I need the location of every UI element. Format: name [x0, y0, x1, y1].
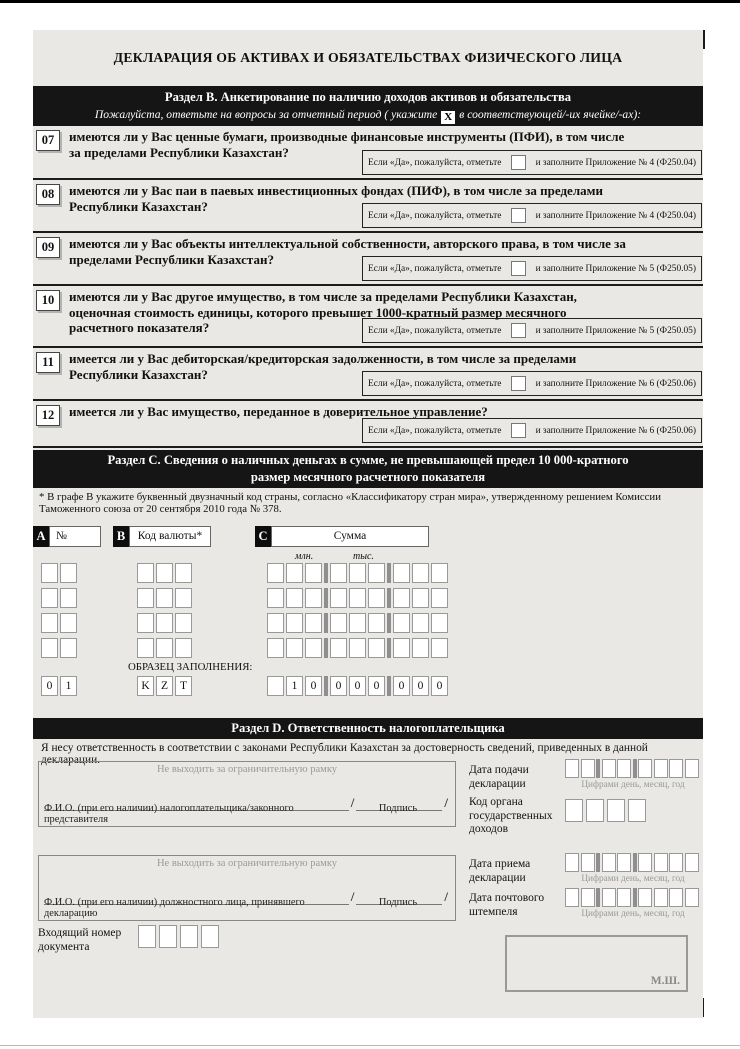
- amount-cell[interactable]: [330, 588, 347, 608]
- currency-cell[interactable]: [175, 638, 192, 658]
- thousands-label: тыс.: [353, 551, 374, 562]
- date-cell[interactable]: [638, 888, 652, 907]
- official-sign-caption: Подпись: [378, 897, 418, 908]
- amount-cell[interactable]: [349, 563, 366, 583]
- date-postmark-cells: [565, 888, 699, 907]
- number-cell[interactable]: [41, 563, 58, 583]
- answer-hint-after: и заполните Приложение № 4 (Ф250.04): [535, 157, 696, 168]
- question-number: 10: [36, 290, 60, 311]
- org-code-label: Код органа государственных доходов: [469, 796, 553, 835]
- incoming-number-cells: [138, 925, 219, 948]
- currency-cell[interactable]: [156, 563, 173, 583]
- code-cell[interactable]: [586, 799, 604, 822]
- answer-hint-before: Если «Да», пожалуйста, отметьте: [368, 157, 502, 168]
- date-separator: [596, 759, 600, 778]
- currency-cell[interactable]: [156, 638, 173, 658]
- amount-cell[interactable]: [286, 638, 303, 658]
- amount-cell[interactable]: [267, 638, 284, 658]
- currency-cell: K: [137, 676, 154, 696]
- country-code-footnote: * В графе В укажите буквенный двузначный код страны, согласно «Классификатору стран мира», утвержденному решением Комиссии Таможенного союза от 20 сентября 2010 года № 378.: [39, 491, 661, 515]
- date-accept-label: Дата приема декларации: [469, 858, 531, 884]
- signature-lines: / /: [44, 889, 450, 905]
- answer-hint-before: Если «Да», пожалуйста, отметьте: [368, 325, 502, 336]
- date-cell[interactable]: [581, 888, 595, 907]
- official-signature-frame[interactable]: [38, 855, 456, 921]
- amount-cell: 0: [412, 676, 429, 696]
- amount-cell: 0: [330, 676, 347, 696]
- page-title: ДЕКЛАРАЦИЯ ОБ АКТИВАХ И ОБЯЗАТЕЛЬСТВАХ ФИЗИЧЕСКОГО ЛИЦА: [113, 50, 623, 65]
- date-postmark-hint: Цифрами день, месяц, год: [581, 909, 685, 919]
- column-a-header: №: [49, 526, 101, 547]
- date-cell[interactable]: [685, 853, 699, 872]
- question-number: 11: [36, 352, 60, 373]
- amount-cell[interactable]: [412, 563, 429, 583]
- code-cell[interactable]: [180, 925, 198, 948]
- date-cell[interactable]: [669, 888, 683, 907]
- question-row-10: [33, 286, 703, 348]
- amount-cell[interactable]: [305, 613, 322, 633]
- section-b-header: [33, 86, 703, 126]
- currency-cell[interactable]: [175, 588, 192, 608]
- date-cell[interactable]: [617, 853, 631, 872]
- code-cell[interactable]: [628, 799, 646, 822]
- amount-cell[interactable]: [330, 638, 347, 658]
- code-cell[interactable]: [607, 799, 625, 822]
- date-cell[interactable]: [638, 853, 652, 872]
- section-c-header: [33, 450, 703, 488]
- currency-cell[interactable]: [175, 613, 192, 633]
- code-cell[interactable]: [138, 925, 156, 948]
- date-cell[interactable]: [685, 888, 699, 907]
- column-c-letter: С: [255, 526, 271, 547]
- question-row-11: [33, 348, 703, 401]
- code-cell[interactable]: [565, 799, 583, 822]
- date-postmark-label: Дата почтового штемпеля: [469, 892, 545, 918]
- date-separator: [596, 888, 600, 907]
- answer-hint-after: и заполните Приложение № 6 (Ф250.06): [535, 425, 696, 436]
- cash-row: [41, 588, 448, 608]
- yes-checkbox[interactable]: [511, 261, 526, 276]
- amount-cell[interactable]: [305, 588, 322, 608]
- date-cell[interactable]: [602, 759, 616, 778]
- amount-cell[interactable]: [286, 613, 303, 633]
- number-cell: 1: [60, 676, 77, 696]
- group-separator: [387, 613, 391, 633]
- sample-row: [41, 676, 448, 696]
- column-b-header: Код валюты*: [129, 526, 211, 547]
- org-code-cells: [565, 799, 646, 822]
- column-c-header: Сумма: [271, 526, 429, 547]
- amount-cell: 0: [393, 676, 410, 696]
- amount-cell[interactable]: [305, 638, 322, 658]
- question-text: имеются ли у Вас другое имущество, в том числе за пределами Республики Казахстан, оценочная стоимость единицы, которого превышет 1000-кратный размер месячного расчетного показателя?: [69, 289, 577, 335]
- amount-cell: 0: [305, 676, 322, 696]
- answer-strip: [362, 418, 702, 443]
- amount-cell[interactable]: [349, 613, 366, 633]
- group-separator: [387, 588, 391, 608]
- yes-checkbox[interactable]: [511, 155, 526, 170]
- date-cell[interactable]: [581, 759, 595, 778]
- amount-cell[interactable]: [330, 613, 347, 633]
- date-cell[interactable]: [669, 853, 683, 872]
- frame-watermark: Не выходить за ограничительную рамку: [156, 764, 338, 775]
- sample-fill-label: ОБРАЗЕЦ ЗАПОЛНЕНИЯ:: [128, 661, 253, 673]
- signature-captions: [44, 803, 450, 825]
- cash-row: [41, 613, 448, 633]
- question-number: 12: [36, 405, 60, 426]
- date-separator: [633, 888, 637, 907]
- yes-checkbox[interactable]: [511, 423, 526, 438]
- answer-strip: [362, 150, 702, 175]
- amount-cell[interactable]: [349, 588, 366, 608]
- code-cell[interactable]: [159, 925, 177, 948]
- page-top-rule: [0, 0, 740, 3]
- amount-cell[interactable]: [286, 563, 303, 583]
- answer-hint-after: и заполните Приложение № 5 (Ф250.05): [535, 263, 696, 274]
- question-number: 07: [36, 130, 60, 151]
- yes-checkbox[interactable]: [511, 376, 526, 391]
- official-name-caption: Ф.И.О. (при его наличии) должностного лица, принявшего декларацию: [44, 897, 305, 919]
- amount-cell[interactable]: [412, 638, 429, 658]
- group-separator: [387, 638, 391, 658]
- incoming-number-label: Входящий номер документа: [38, 927, 122, 953]
- amount-cell[interactable]: [305, 563, 322, 583]
- question-row-09: [33, 233, 703, 286]
- amount-cell[interactable]: [431, 563, 448, 583]
- amount-cell: [267, 676, 284, 696]
- number-cell[interactable]: [41, 588, 58, 608]
- stamp-area: [505, 935, 688, 992]
- group-separator: [387, 563, 391, 583]
- group-separator: [324, 676, 328, 696]
- amount-cell[interactable]: [431, 588, 448, 608]
- amount-cell[interactable]: [368, 588, 385, 608]
- answer-hint-before: Если «Да», пожалуйста, отметьте: [368, 378, 502, 389]
- amount-cell[interactable]: [267, 613, 284, 633]
- date-cell[interactable]: [638, 759, 652, 778]
- date-cell[interactable]: [617, 759, 631, 778]
- date-cell[interactable]: [581, 853, 595, 872]
- amount-cell[interactable]: [368, 638, 385, 658]
- amount-cell[interactable]: [368, 613, 385, 633]
- yes-checkbox[interactable]: [511, 323, 526, 338]
- amount-cell[interactable]: [431, 613, 448, 633]
- section-c-title-line1: Раздел С. Сведения о наличных деньгах в сумме, не превышающей предел 10 000-кратного: [107, 453, 629, 467]
- millions-label: млн.: [295, 551, 314, 562]
- date-cell[interactable]: [602, 888, 616, 907]
- amount-cell: 0: [368, 676, 385, 696]
- questionnaire: [33, 126, 703, 448]
- date-submit-hint: Цифрами день, месяц, год: [581, 780, 685, 790]
- date-separator: [596, 853, 600, 872]
- currency-cell[interactable]: [137, 563, 154, 583]
- number-cell[interactable]: [41, 638, 58, 658]
- amount-cell[interactable]: [330, 563, 347, 583]
- answer-hint-after: и заполните Приложение № 5 (Ф250.05): [535, 325, 696, 336]
- date-cell[interactable]: [685, 759, 699, 778]
- number-cell: 0: [41, 676, 58, 696]
- number-cell[interactable]: [60, 613, 77, 633]
- group-separator: [324, 563, 328, 583]
- amount-cell[interactable]: [393, 613, 410, 633]
- section-c-title-line2: размер месячного расчетного показателя: [250, 470, 486, 484]
- question-row-08: [33, 180, 703, 233]
- number-cell[interactable]: [60, 563, 77, 583]
- answer-hint-before: Если «Да», пожалуйста, отметьте: [368, 210, 502, 221]
- number-cell[interactable]: [41, 613, 58, 633]
- question-text: имеется ли у Вас дебиторская/кредиторская задолженности, в том числе за пределами Республики Казахстан?: [69, 351, 577, 382]
- taxpayer-name-caption: Ф.И.О. (при его наличии) налогоплательщика/законного представителя: [44, 803, 294, 825]
- answer-hint-before: Если «Да», пожалуйста, отметьте: [368, 425, 502, 436]
- date-submit-cells: [565, 759, 699, 778]
- signature-lines: / /: [44, 795, 450, 811]
- taxpayer-signature-frame[interactable]: [38, 761, 456, 827]
- date-separator: [633, 759, 637, 778]
- amount-cell[interactable]: [431, 638, 448, 658]
- responsibility-statement: Я несу ответственность в соответствии с законами Республики Казахстан за достоверность сведений, приведенных в данной декларации.: [41, 742, 648, 766]
- date-submit-label: Дата подачи декларации: [469, 764, 529, 790]
- question-number: 09: [36, 237, 60, 258]
- column-b-letter: В: [113, 526, 129, 547]
- taxpayer-sign-caption: Подпись: [378, 803, 418, 814]
- question-text: имеется ли у Вас имущество, переданное в доверительное управление?: [69, 404, 488, 419]
- amount-cell[interactable]: [368, 563, 385, 583]
- answer-strip: [362, 203, 702, 228]
- date-accept-hint: Цифрами день, месяц, год: [581, 874, 685, 884]
- amount-cell: 1: [286, 676, 303, 696]
- group-separator: [387, 676, 391, 696]
- answer-hint-before: Если «Да», пожалуйста, отметьте: [368, 263, 502, 274]
- group-separator: [324, 613, 328, 633]
- group-separator: [324, 638, 328, 658]
- amount-cell[interactable]: [393, 588, 410, 608]
- currency-cell[interactable]: [137, 588, 154, 608]
- group-separator: [324, 588, 328, 608]
- date-cell[interactable]: [602, 853, 616, 872]
- answer-strip: [362, 256, 702, 281]
- section-b-title: Раздел B. Анкетирование по наличию доходов активов и обязательства: [164, 90, 572, 104]
- amount-cell[interactable]: [412, 613, 429, 633]
- amount-cell[interactable]: [393, 563, 410, 583]
- amount-cell[interactable]: [267, 588, 284, 608]
- signature-captions: [44, 897, 450, 919]
- question-text: имеются ли у Вас ценные бумаги, производные финансовые инструменты (ПФИ), в том числе за пределами Республики Казахстан?: [69, 129, 625, 160]
- question-text: имеются ли у Вас объекты интеллектуальной собственности, авторского права, в том числе за пределами Республики Казахстан?: [69, 236, 626, 267]
- currency-cell[interactable]: [175, 563, 192, 583]
- currency-cell[interactable]: [156, 613, 173, 633]
- date-cell[interactable]: [654, 853, 668, 872]
- date-cell[interactable]: [617, 888, 631, 907]
- section-d-header: Раздел D. Ответственность налогоплательщика: [33, 718, 703, 739]
- question-row-07: [33, 126, 703, 180]
- currency-cell[interactable]: [137, 613, 154, 633]
- page-bottom-rule: [0, 1045, 740, 1046]
- amount-cell: 0: [349, 676, 366, 696]
- amount-cell: 0: [431, 676, 448, 696]
- amount-cell[interactable]: [286, 588, 303, 608]
- cash-row: [41, 638, 448, 658]
- amount-cell[interactable]: [412, 588, 429, 608]
- answer-hint-after: и заполните Приложение № 6 (Ф250.06): [535, 378, 696, 389]
- question-text: имеются ли у Вас паи в паевых инвестиционных фондах (ПИФ), в том числе за пределами Республики Казахстан?: [69, 183, 603, 214]
- answer-strip: [362, 318, 702, 343]
- currency-cell[interactable]: [137, 638, 154, 658]
- answer-hint-after: и заполните Приложение № 4 (Ф250.04): [535, 210, 696, 221]
- number-cell[interactable]: [60, 638, 77, 658]
- stamp-label: М.Ш.: [650, 975, 680, 987]
- amount-cell[interactable]: [267, 563, 284, 583]
- currency-cell: T: [175, 676, 192, 696]
- amount-cell[interactable]: [393, 638, 410, 658]
- date-cell[interactable]: [565, 759, 579, 778]
- yes-checkbox[interactable]: [511, 208, 526, 223]
- question-number: 08: [36, 184, 60, 205]
- date-separator: [633, 853, 637, 872]
- code-cell[interactable]: [201, 925, 219, 948]
- currency-cell: Z: [156, 676, 173, 696]
- section-b-subtitle: Пожалуйста, ответьте на вопросы за отчетный период ( укажите X в соответствующей/-их ячейке/-ах):: [94, 108, 642, 123]
- date-accept-cells: [565, 853, 699, 872]
- date-cell[interactable]: [654, 759, 668, 778]
- date-cell[interactable]: [669, 759, 683, 778]
- column-a-letter: А: [33, 526, 49, 547]
- date-cell[interactable]: [565, 853, 579, 872]
- date-cell[interactable]: [565, 888, 579, 907]
- cash-row: [41, 563, 448, 583]
- date-cell[interactable]: [654, 888, 668, 907]
- answer-strip: [362, 371, 702, 396]
- currency-cell[interactable]: [156, 588, 173, 608]
- question-row-12: [33, 401, 703, 448]
- x-mark-sample: X: [441, 111, 455, 124]
- form-page: [33, 30, 703, 1018]
- amount-cell[interactable]: [349, 638, 366, 658]
- frame-watermark: Не выходить за ограничительную рамку: [156, 858, 338, 869]
- number-cell[interactable]: [60, 588, 77, 608]
